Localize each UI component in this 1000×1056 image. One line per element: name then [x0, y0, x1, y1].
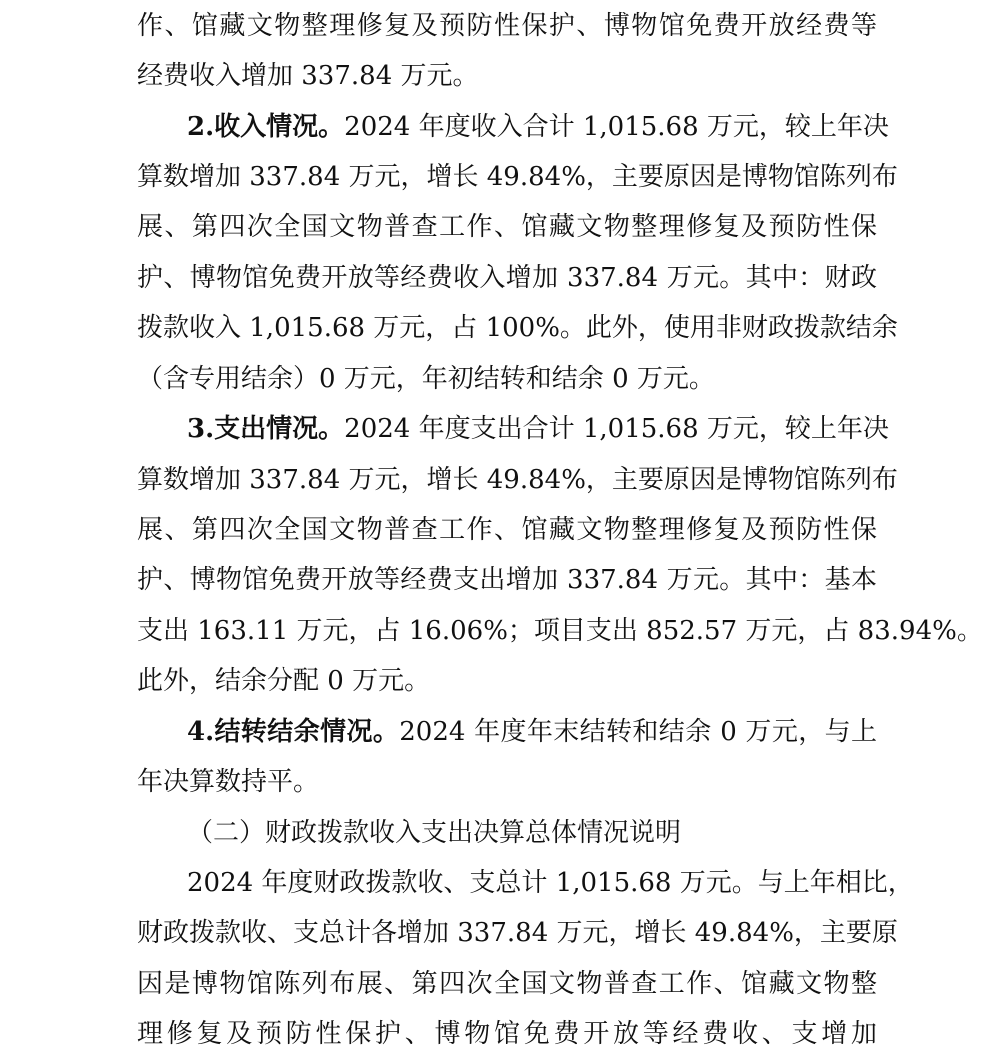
paragraph-line — [187, 858, 914, 908]
line-text: 展、第四次全国文物普查工作、馆藏文物整理修复及预防性保 — [137, 212, 877, 242]
income-heading: 2.收入情况。 — [187, 112, 345, 142]
line-text: 因是博物馆陈列布展、第四次全国文物普查工作、馆藏文物整 — [137, 969, 877, 999]
paragraph-line — [137, 253, 877, 303]
paragraph-line — [137, 455, 898, 505]
paragraph-line — [137, 202, 877, 252]
paragraph-line — [137, 1, 877, 51]
paragraph-line — [137, 505, 877, 555]
line-text: 2024 年度支出合计 1,015.68 万元，较上年决 — [344, 414, 889, 444]
paragraph-line — [137, 606, 983, 656]
paragraph-line — [137, 757, 877, 807]
income-heading-line — [187, 102, 889, 152]
paragraph-line — [137, 959, 877, 1009]
expense-heading: 3.支出情况。 — [187, 414, 345, 444]
line-text: 护、博物馆免费开放等经费收入增加 337.84 万元。其中：财政 — [137, 263, 877, 293]
line-text: 拨款收入 1,015.68 万元，占 100%。此外，使用非财政拨款结余 — [137, 313, 898, 343]
line-text: 此外，结余分配 0 万元。 — [137, 666, 431, 696]
paragraph-line — [137, 1009, 877, 1056]
balance-heading-line — [187, 707, 877, 757]
line-text: 2024 年度收入合计 1,015.68 万元，较上年决 — [344, 112, 889, 142]
line-text: （含专用结余）0 万元，年初结转和结余 0 万元。 — [137, 364, 715, 394]
paragraph-line — [137, 51, 877, 101]
line-text: 财政拨款收、支总计各增加 337.84 万元，增长 49.84%，主要原 — [137, 918, 898, 948]
section-title: （二）财政拨款收入支出决算总体情况说明 — [187, 818, 682, 848]
paragraph-line — [137, 303, 898, 353]
paragraph-line — [137, 656, 877, 706]
line-text: 2024 年度财政拨款收、支总计 1,015.68 万元。与上年相比， — [187, 868, 914, 898]
line-text: 护、博物馆免费开放等经费支出增加 337.84 万元。其中：基本 — [137, 565, 877, 595]
line-text: 经费收入增加 337.84 万元。 — [137, 61, 479, 91]
line-text: 展、第四次全国文物普查工作、馆藏文物整理修复及预防性保 — [137, 515, 877, 545]
line-text: 2024 年度年末结转和结余 0 万元，与上 — [399, 717, 877, 747]
line-text: 算数增加 337.84 万元，增长 49.84%，主要原因是博物馆陈列布 — [137, 162, 898, 192]
line-text: 算数增加 337.84 万元，增长 49.84%，主要原因是博物馆陈列布 — [137, 465, 898, 495]
line-text: 年决算数持平。 — [137, 767, 320, 797]
expense-heading-line — [187, 404, 889, 454]
paragraph-line — [137, 354, 877, 404]
paragraph-line — [137, 152, 898, 202]
line-text: 作、馆藏文物整理修复及预防性保护、博物馆免费开放经费等 — [137, 11, 877, 41]
line-text: 支出 163.11 万元，占 16.06%；项目支出 852.57 万元，占 83.94%。 — [137, 616, 983, 646]
line-text: 理修复及预防性保护、博物馆免费开放等经费收、支增加 — [137, 1019, 877, 1049]
paragraph-line — [137, 908, 898, 958]
balance-heading: 4.结转结余情况。 — [187, 717, 400, 747]
paragraph-line — [137, 555, 877, 605]
